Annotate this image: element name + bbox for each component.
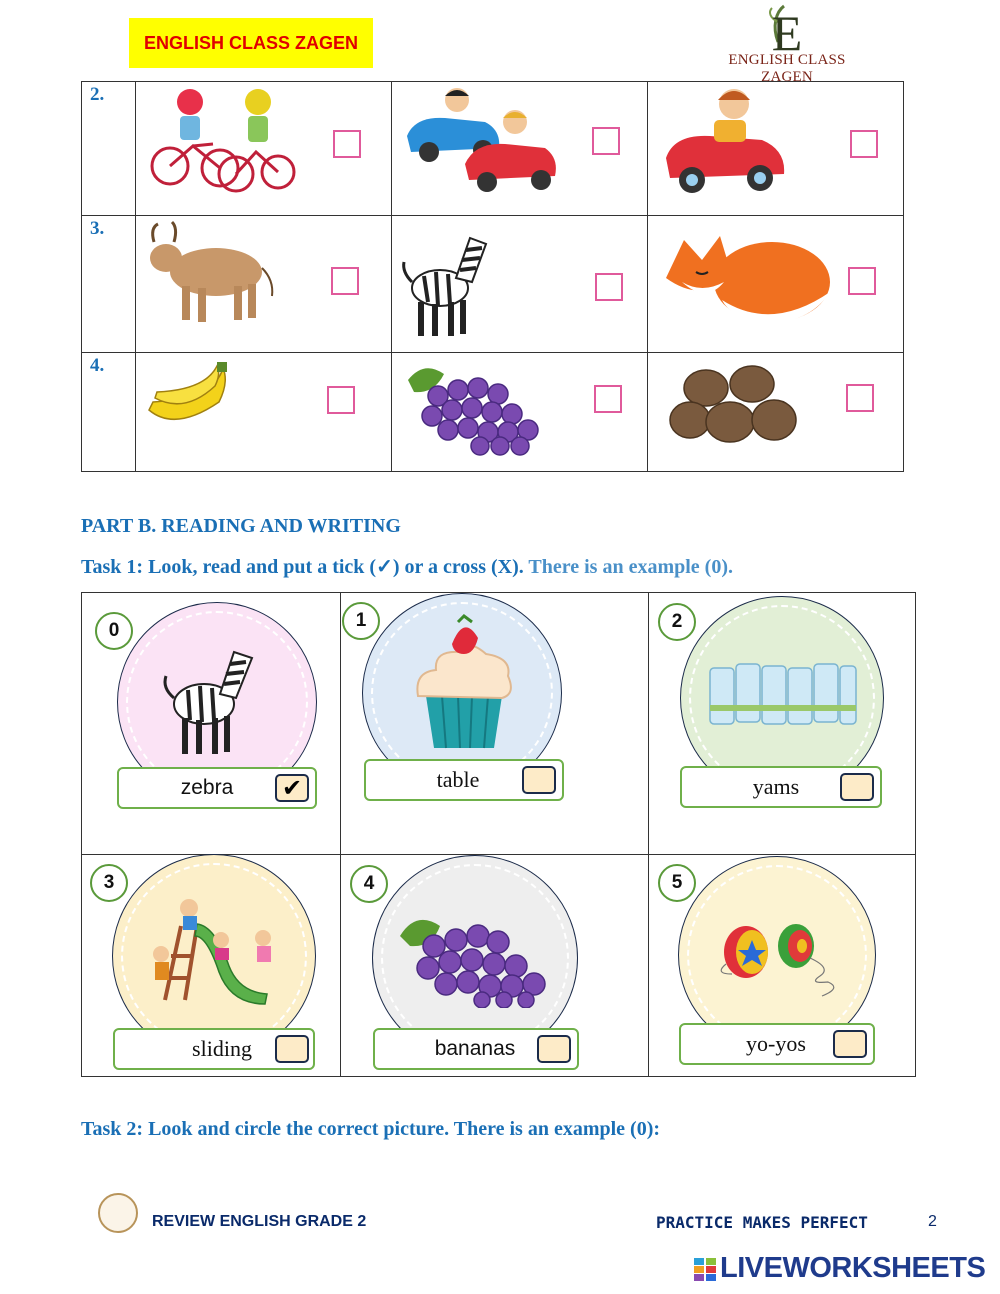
answer-box-4b[interactable] xyxy=(594,385,622,413)
item-0-number: 0 xyxy=(95,612,133,650)
task1-example-note: There is an example (0). xyxy=(528,556,733,578)
part-b-title: PART B. READING AND WRITING xyxy=(81,515,401,537)
zebra-item-picture xyxy=(160,630,260,760)
grapes-item-picture xyxy=(398,906,552,1008)
item-1-label xyxy=(364,759,564,801)
item-5-word: yo-yos xyxy=(746,1031,806,1056)
item-0-answer-box[interactable]: ✔ xyxy=(275,774,309,802)
svg-text:E: E xyxy=(771,5,803,54)
bananas-picture xyxy=(145,362,237,434)
row-number-4: 4. xyxy=(90,355,105,376)
answer-box-4a[interactable] xyxy=(327,386,355,414)
item-1-answer-box[interactable] xyxy=(522,766,556,794)
zebra-picture xyxy=(400,218,495,342)
answer-box-2a[interactable] xyxy=(333,130,361,158)
item-4-word: bananas xyxy=(434,1037,516,1060)
footer-right-text: PRACTICE MAKES PERFECT xyxy=(656,1213,868,1232)
row-number-2: 2. xyxy=(90,84,105,105)
children-sliding-picture xyxy=(145,896,285,1006)
task1-instruction: Task 1: Look, read and put a tick (✓) or a cross (X). xyxy=(81,556,524,578)
answer-box-2b[interactable] xyxy=(592,127,620,155)
school-seal-icon xyxy=(98,1193,138,1233)
item-5-label xyxy=(679,1023,875,1065)
answer-box-3c[interactable] xyxy=(848,267,876,295)
item-1-number: 1 xyxy=(342,602,380,640)
answer-box-3a[interactable] xyxy=(331,267,359,295)
liveworksheets-icon xyxy=(694,1258,716,1282)
task2-title: Task 2: Look and circle the correct picture. There is an example (0): xyxy=(81,1118,661,1140)
task1-title xyxy=(81,554,733,579)
item-0-label xyxy=(117,767,317,809)
children-bicycles-picture xyxy=(148,86,298,196)
cupcake-picture xyxy=(412,614,516,752)
fox-picture xyxy=(662,220,837,332)
yo-yos-picture xyxy=(712,912,844,1002)
item-2-answer-box[interactable] xyxy=(840,773,874,801)
taro-roots-picture xyxy=(666,364,804,450)
item-3-answer-box[interactable] xyxy=(275,1035,309,1063)
item-5-number: 5 xyxy=(658,864,696,902)
yogurt-cups-picture xyxy=(708,658,858,728)
logo-text: ENGLISH CLASS ZAGEN xyxy=(728,52,846,85)
footer-left-text: REVIEW ENGLISH GRADE 2 xyxy=(152,1213,367,1230)
class-logo xyxy=(712,2,862,85)
class-badge: ENGLISH CLASS ZAGEN xyxy=(129,18,373,68)
item-2-label xyxy=(680,766,882,808)
answer-box-4c[interactable] xyxy=(846,384,874,412)
item-1-word: table xyxy=(436,767,480,792)
item-4-label xyxy=(373,1028,579,1070)
item-4-number: 4 xyxy=(350,865,388,903)
logo-e-icon xyxy=(712,2,862,54)
answer-box-3b[interactable] xyxy=(595,273,623,301)
item-3-label xyxy=(113,1028,315,1070)
children-toy-cars-picture xyxy=(405,86,560,196)
item-5-answer-box[interactable] xyxy=(833,1030,867,1058)
cow-picture xyxy=(144,220,284,326)
answer-box-2c[interactable] xyxy=(850,130,878,158)
liveworksheets-brand[interactable]: LIVEWORKSHEETS xyxy=(720,1252,986,1284)
item-3-word: sliding xyxy=(192,1036,252,1061)
row-number-3: 3. xyxy=(90,218,105,239)
item-3-number: 3 xyxy=(90,864,128,902)
child-toy-car-picture xyxy=(662,86,792,198)
page-number: 2 xyxy=(928,1213,937,1230)
item-2-number: 2 xyxy=(658,603,696,641)
item-2-word: yams xyxy=(752,774,800,799)
grapes-picture xyxy=(404,360,550,456)
item-0-word: zebra xyxy=(180,776,234,799)
item-4-answer-box[interactable] xyxy=(537,1035,571,1063)
